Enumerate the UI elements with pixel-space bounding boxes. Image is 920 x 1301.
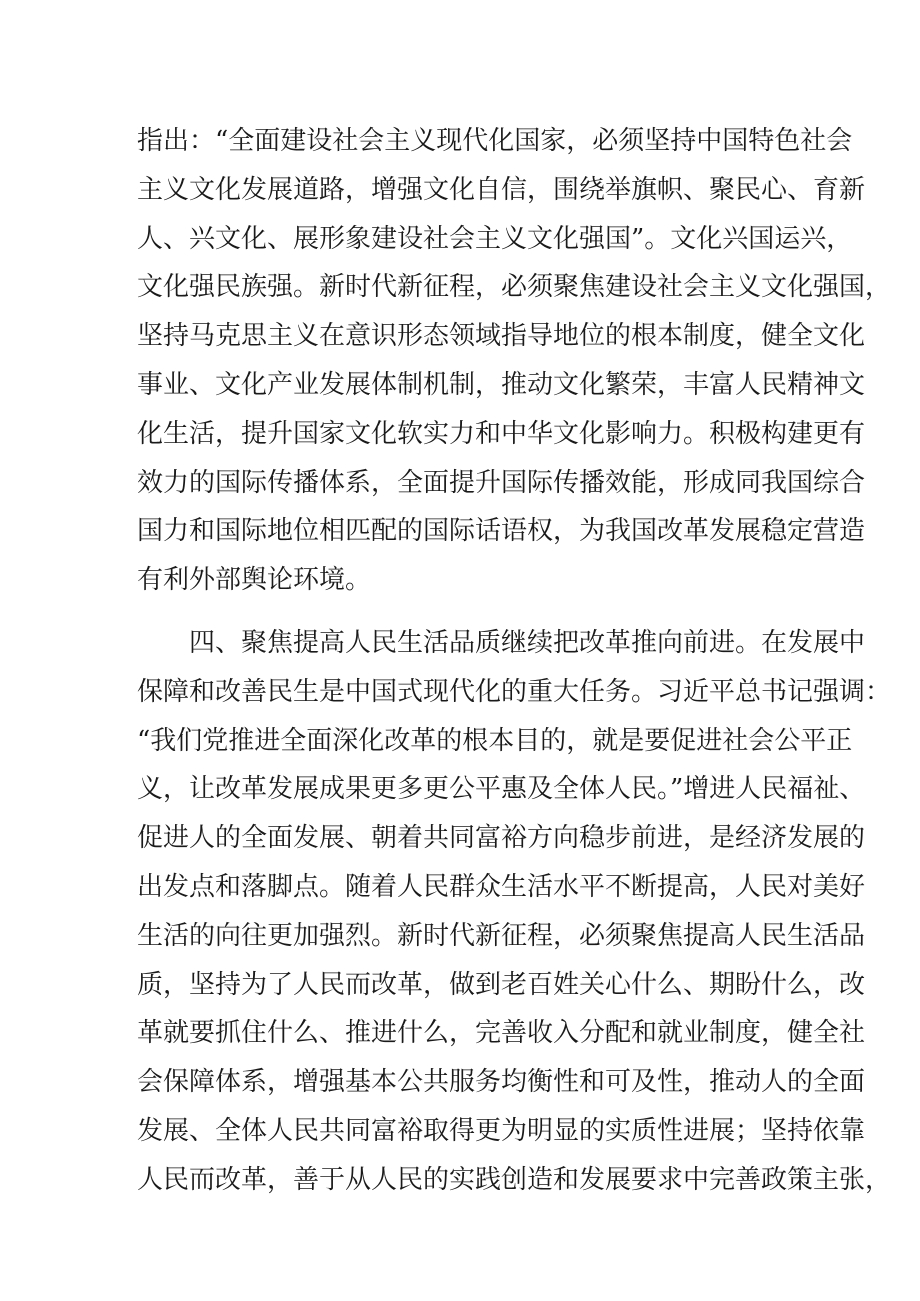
text-line: 会保障体系，增强基本公共服务均衡性和可及性，推动人的全面 [137, 1067, 866, 1098]
text-line: 人、兴文化、展形象建设社会主义文化强国”。文化兴国运兴， [137, 223, 853, 254]
text-line: 出发点和落脚点。随着人民群众生活水平不断提高，人民对美好 [137, 871, 866, 902]
text-line: 文化强民族强。新时代新征程，必须聚焦建设社会主义文化强国， [137, 272, 892, 303]
text-line: 生活的向往更加强烈。新时代新征程，必须聚焦提高人民生活品 [137, 920, 866, 951]
text-line: 保障和改善民生是中国式现代化的重大任务。习近平总书记强调： [137, 676, 892, 707]
text-line: 发展、全体人民共同富裕取得更为明显的实质性进展；坚持依靠 [137, 1115, 866, 1146]
text-line: 主义文化发展道路，增强文化自信，围绕举旗帜、聚民心、育新 [137, 174, 866, 205]
text-line: “我们党推进全面深化改革的根本目的，就是要促进社会公平正 [137, 725, 853, 756]
paragraph-2 [137, 619, 892, 1205]
body-text [137, 117, 892, 1205]
paragraph-gap [137, 605, 787, 619]
paragraph-1 [137, 117, 892, 605]
text-line: 革就要抓住什么、推进什么，完善收入分配和就业制度，健全社 [137, 1018, 866, 1049]
text-line: 化生活，提升国家文化软实力和中华文化影响力。积极构建更有 [137, 418, 866, 449]
text-line: 效力的国际传播体系，全面提升国际传播效能，形成同我国综合 [137, 467, 866, 498]
text-line: 有利外部舆论环境。 [137, 565, 372, 596]
text-line: 义，让改革发展成果更多更公平惠及全体人民。”增进人民福祉、 [137, 774, 866, 805]
text-line: 人民而改革，善于从人民的实践创造和发展要求中完善政策主张， [137, 1164, 892, 1195]
text-line: 指出：“全面建设社会主义现代化国家，必须坚持中国特色社会 [137, 126, 853, 156]
text-line: 国力和国际地位相匹配的国际话语权，为我国改革发展稳定营造 [137, 516, 866, 547]
text-line-indented: 四、聚焦提高人民生活品质继续把改革推向前进。在发展中 [189, 627, 866, 658]
text-line: 促进人的全面发展、朝着共同富裕方向稳步前进，是经济发展的 [137, 823, 866, 854]
text-line: 坚持马克思主义在意识形态领域指导地位的根本制度，健全文化 [137, 321, 866, 352]
text-line: 事业、文化产业发展体制机制，推动文化繁荣，丰富人民精神文 [137, 369, 866, 400]
text-line: 质，坚持为了人民而改革，做到老百姓关心什么、期盼什么，改 [137, 969, 866, 1000]
